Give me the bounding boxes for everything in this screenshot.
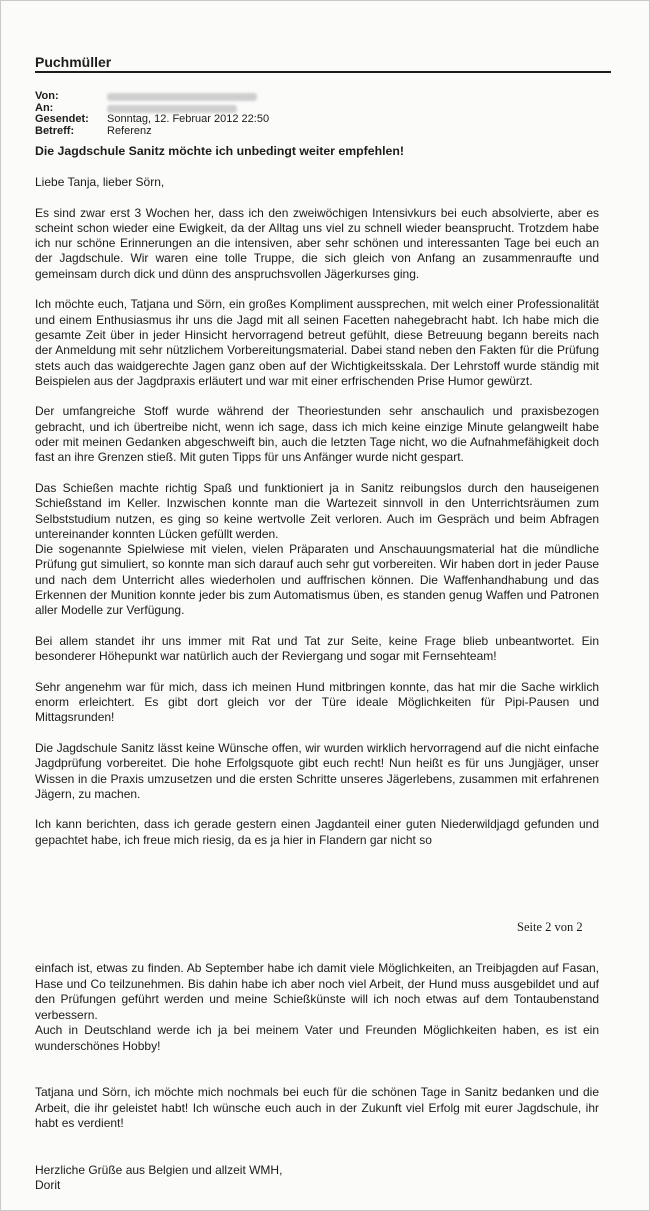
paragraph-continuation: einfach ist, etwas zu finden. Ab September habe ich damit viele Möglichkeiten, an Treibjagden auf Fasan, Hase und Co teilzunehmen. Bis dahin habe ich aber noch viel Arbeit, der Hund muss ausgebildet und auf den Prüfungen geführt werden und meine Schießkünste will ich noch etwas auf dem Tontaubenstand verbessern. (35, 961, 599, 1022)
sent-row (35, 114, 269, 126)
closing-greeting: Herzliche Grüße aus Belgien und allzeit WMH, (35, 1162, 283, 1177)
subject-row (35, 126, 269, 138)
paragraph-support: Bei allem standet ihr uns immer mit Rat und Tat zur Seite, keine Frage blieb unbeantwortet. Ein besonderer Höhepunkt war natürlich auch der Reviergang und sogar mit Fernsehteam! (35, 633, 599, 664)
paragraph-shooting: Das Schießen machte richtig Spaß und funktioniert ja in Sanitz reibungslos durch den hauseigenen Schießstand im Keller. Inzwischen konnte man die Wartezeit sinnvoll in den Unterrichtsräumen zum Selbststudium nutzen, es ging so keine wertvolle Zeit verloren. Auch im Gespräch und beim Abfragen untereinander konnten Lücken gefüllt werden. (35, 480, 599, 541)
sent-value: Sonntag, 12. Februar 2012 22:50 (107, 113, 270, 125)
email-header (35, 91, 269, 137)
sender-name-heading: Puchmüller (35, 54, 112, 70)
subject-value: Referenz (107, 124, 152, 137)
sent-label: Gesendet: (35, 113, 89, 125)
paragraph-dog: Sehr angenehm war für mich, dass ich meinen Hund mitbringen konnte, das hat mir die Sache wirklich enorm erleichtert. Es gibt dort gleich vor der Türe ideale Möglichkeiten für Pipi-Pausen und Mittagsrunden! (35, 679, 599, 725)
paragraph-hunting-lease: Ich kann berichten, dass ich gerade gestern einen Jagdanteil einer guten Niederwildjagd gefunden und gepachtet habe, ich freue mich riesig, da es ja hier in Flandern gar nicht so (35, 817, 599, 847)
paragraph-summary: Die Jagdschule Sanitz lässt keine Wünsche offen, wir wurden wirklich hervorragend auf die nicht einfache Jagdprüfung vorbereitet. Die hohe Erfolgsquote gibt euch recht! Nun heißt es für uns Jungjäger, unser Wissen in die Praxis umzusetzen und die ersten Schritte unseres Jägerlebens, zusammen mit erfahrenen Jägern, zu machen. (35, 740, 599, 801)
recommendation-headline: Die Jagdschule Sanitz möchte ich unbedingt weiter empfehlen! (35, 144, 404, 158)
paragraph-intro: Es sind zwar erst 3 Wochen her, dass ich den zweiwöchigen Intensivkurs bei euch absolvierte, aber es scheint schon wieder eine Ewigkeit, da der Alltag uns viel zu schnell wieder beansprucht. Trotzdem habe ich nur schöne Erinnerungen an die intensiven, aber sehr schönen und interessanten Tage bei euch an der Jagdschule. Wir waren eine tolle Truppe, die sich gleich von Anfang an zusammenraufte und gemeinsam durch dick und dünn des anspruchsvollen Jägerkurses ging. (35, 205, 599, 281)
from-label: Von: (35, 90, 59, 102)
greeting: Liebe Tanja, lieber Sörn, (35, 175, 165, 189)
heading-rule (35, 71, 611, 73)
redacted-to-address (107, 105, 237, 113)
paragraph-germany: Auch in Deutschland werde ich ja bei meinem Vater und Freunden Möglichkeiten haben, es ist ein wunderschönes Hobby! (35, 1023, 599, 1053)
page-number: Seite 2 von 2 (517, 920, 583, 934)
to-label: An: (35, 101, 54, 114)
paragraph-thanks: Tatjana und Sörn, ich möchte mich nochmals bei euch für die schönen Tage in Sanitz bedanken und die Arbeit, die ihr geleistet habt! Ich wünsche euch auch in der Zukunft viel Erfolg mit eurer Jagdschule, ihr habt es verdient! (35, 1085, 599, 1130)
letter-body-page-1 (35, 175, 599, 863)
paragraph-compliment: Ich möchte euch, Tatjana und Sörn, ein großes Kompliment aussprechen, mit welch einer Professionalität und einem Enthusiasmus ihr uns die Jagd mit all seinen Facetten nahegebracht habt. Ich habe mich die gesamte Zeit über in jeder Hinsicht hervorragend betreut gefühlt, diese Betreuung begann bereits nach der Anmeldung mit sehr nützlichem Vorbereitungsmaterial. Dabei stand neben den Fakten für die Prüfung stets auch das waidgerechte Jagen ganz oben auf der Wichtigkeitsskala. Der Lehrstoff wurde ständig mit Beispielen aus der Jagdpraxis erläutert und war mit einer erfrischenden Prise Humor gewürzt. (35, 297, 599, 388)
closing (35, 1163, 599, 1194)
signature: Dorit (35, 1178, 61, 1192)
paragraph-practice-area: Die sogenannte Spielwiese mit vielen, vielen Präparaten und Anschauungsmaterial hat die mündliche Prüfung gut simuliert, so konnte man sich darauf auch sehr gut vorbereiten. Wir haben dort in jeder Pause und nach dem Unterricht alles wiederholen und auffrischen können. Die Waffenhandhabung und das Erkennen der Munition konnte jeder bis zum Automatismus üben, es standen genug Waffen und Patronen aller Modelle zur Verfügung. (35, 542, 599, 618)
subject-label: Betreff: (35, 124, 75, 137)
redacted-from-address (107, 93, 257, 101)
paragraph-theory: Der umfangreiche Stoff wurde während der Theoriestunden sehr anschaulich und praxisbezogen gebracht, und ich übertreibe nicht, wenn ich sage, dass ich mich keine einzige Minute gelangweilt habe oder mit meinen Gedanken abgeschweift bin, auch die letzten Tage nicht, wo die Aufnahmefähigkeit doch fast an ihre Grenzen stieß. Mit guten Tipps für uns Anfänger wurde nicht gespart. (35, 404, 599, 465)
letter-body-page-2 (35, 961, 599, 1194)
from-row (35, 91, 269, 103)
